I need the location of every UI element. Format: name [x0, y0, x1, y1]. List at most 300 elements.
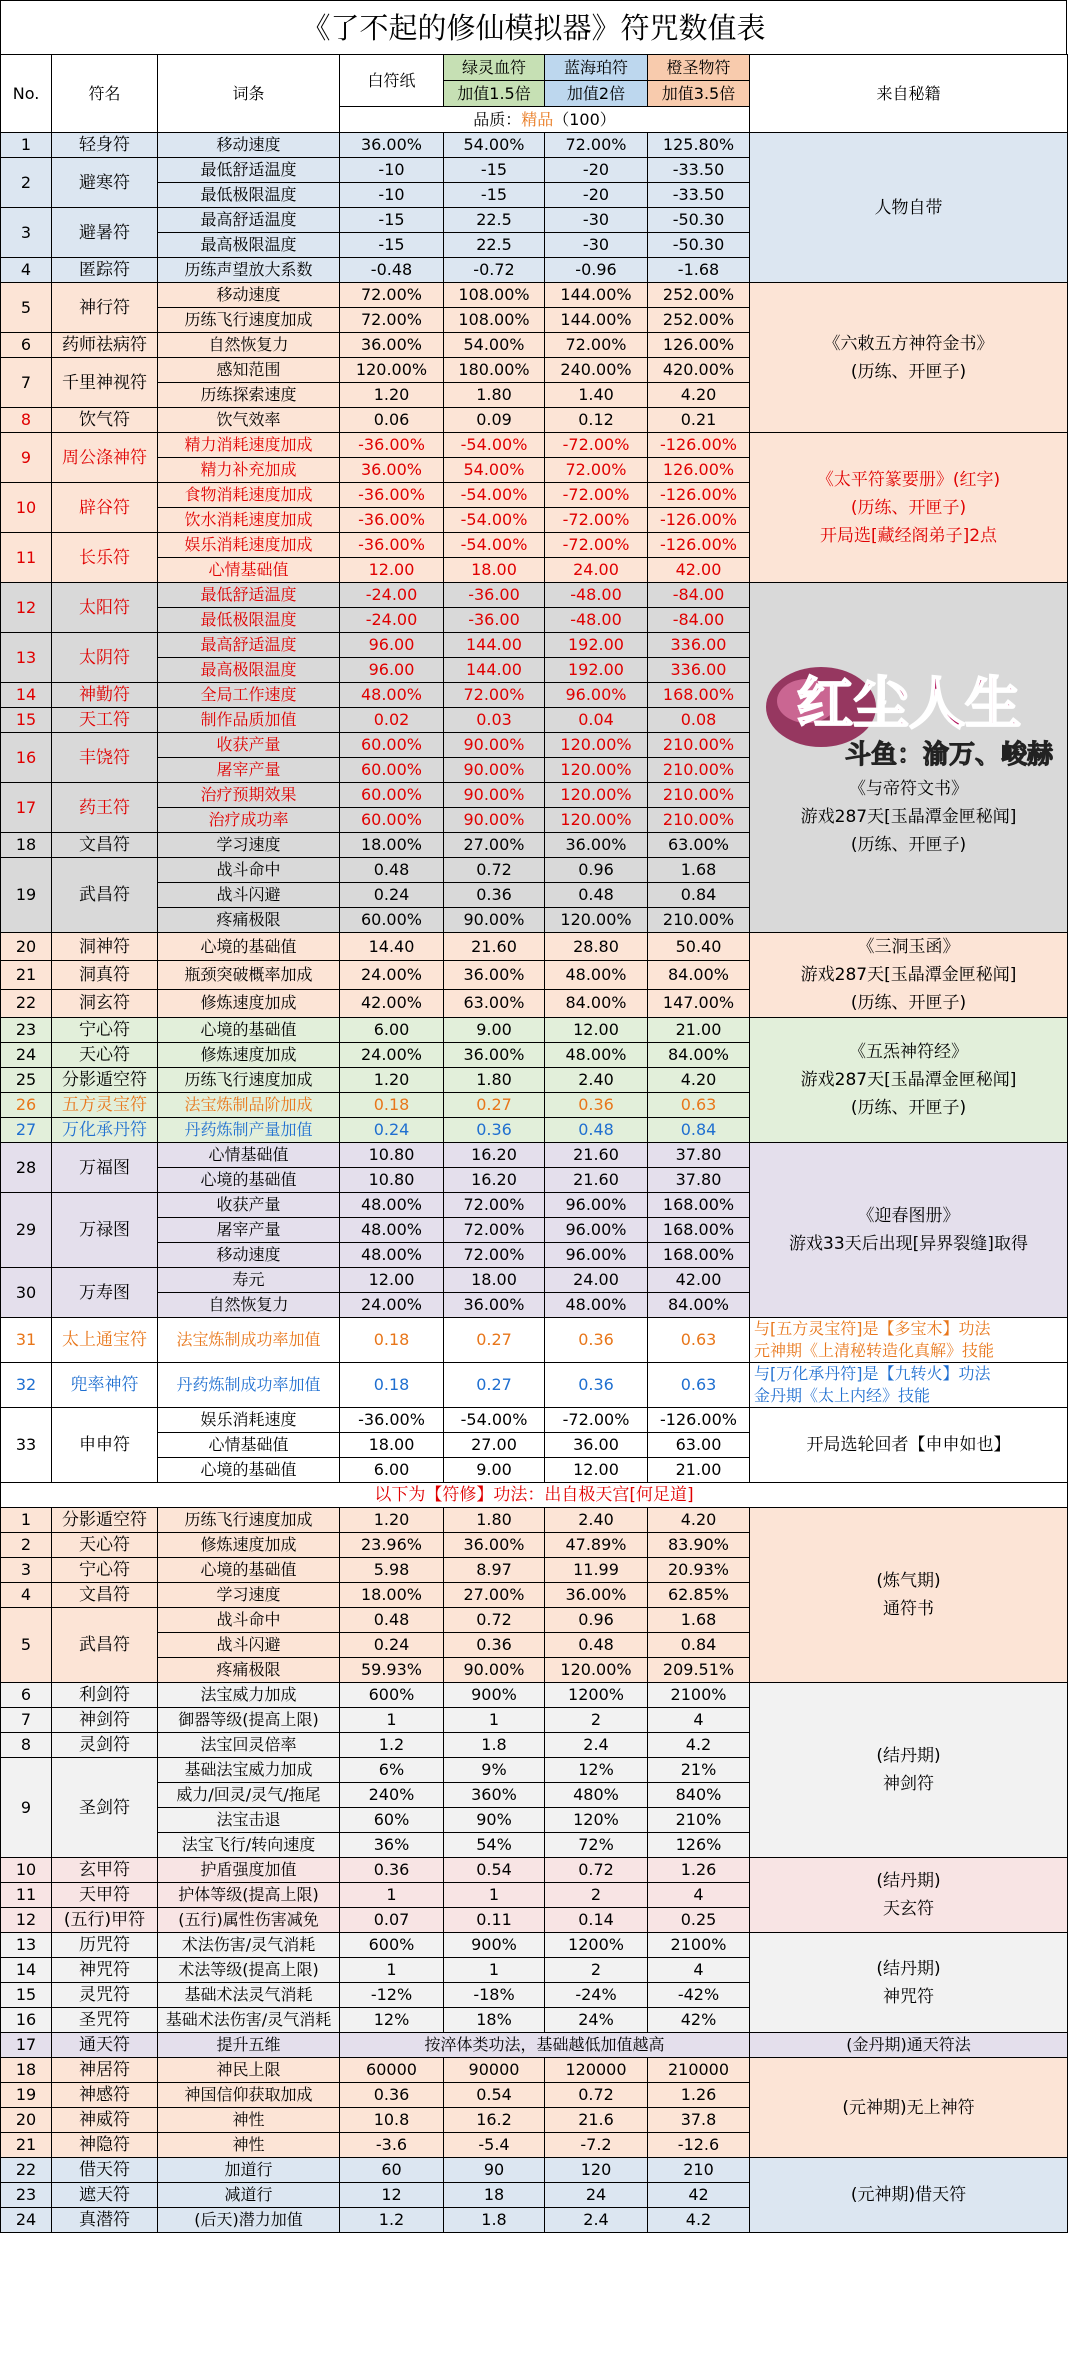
entry-value: 120.00%	[545, 733, 648, 758]
entry-label: 饮气效率	[158, 408, 340, 433]
entry-value: 42	[648, 2183, 750, 2208]
source-cell	[750, 1508, 1068, 1683]
entry-value: 1.8	[444, 2208, 545, 2233]
entry-value: 96.00%	[545, 683, 648, 708]
row-number: 21	[1, 2133, 52, 2158]
entry-value: 90.00%	[444, 908, 545, 933]
entry-value: -36.00%	[340, 483, 444, 508]
entry-label: 治疗成功率	[158, 808, 340, 833]
entry-value: 48.00%	[340, 1193, 444, 1218]
row-number: 16	[1, 733, 52, 783]
entry-value: 0.27	[444, 1093, 545, 1118]
source-cell	[750, 133, 1068, 283]
entry-label: 历练飞行速度加成	[158, 308, 340, 333]
entry-value: -72.00%	[545, 533, 648, 558]
source-line: 《迎春图册》	[857, 1206, 960, 1226]
header-no: No.	[1, 55, 52, 133]
talisman-name: 灵剑符	[52, 1733, 158, 1758]
entry-value: 0.36	[545, 1363, 648, 1408]
table-row	[1, 583, 1068, 608]
talisman-name: 五方灵宝符	[52, 1093, 158, 1118]
entry-label: 修炼速度加成	[158, 1043, 340, 1068]
entry-value: -5.4	[444, 2133, 545, 2158]
table-row	[1, 2058, 1068, 2083]
entry-value: 22.5	[444, 233, 545, 258]
entry-value: 120.00%	[545, 808, 648, 833]
row-number: 13	[1, 1933, 52, 1958]
entry-label: 移动速度	[158, 1243, 340, 1268]
talisman-name: 万化承丹符	[52, 1118, 158, 1143]
entry-value: 1.68	[648, 1608, 750, 1633]
entry-label: 历练探索速度	[158, 383, 340, 408]
entry-value: 12.00	[340, 1268, 444, 1293]
talisman-name: 饮气符	[52, 408, 158, 433]
row-number: 17	[1, 2033, 52, 2058]
entry-value: 126.00%	[648, 333, 750, 358]
row-number: 9	[1, 1758, 52, 1858]
entry-value: 42.00	[648, 558, 750, 583]
entry-value: 28.80	[545, 933, 648, 961]
row-number: 6	[1, 1683, 52, 1708]
entry-value: 60.00%	[340, 758, 444, 783]
entry-label: 心情基础值	[158, 1433, 340, 1458]
header-orange-mult: 加值3.5倍	[648, 81, 750, 107]
entry-label: 自然恢复力	[158, 1293, 340, 1318]
entry-value: -72.00%	[545, 508, 648, 533]
entry-label: 提升五维	[158, 2033, 340, 2058]
entry-value: 144.00%	[545, 308, 648, 333]
source-cell	[750, 1143, 1068, 1318]
entry-label: 神性	[158, 2133, 340, 2158]
entry-label: 神国信仰获取加成	[158, 2083, 340, 2108]
entry-label: 战斗闪避	[158, 1633, 340, 1658]
entry-value: 36.00	[545, 1433, 648, 1458]
header-green-mult: 加值1.5倍	[444, 81, 545, 107]
entry-value: -54.00%	[444, 483, 545, 508]
entry-value: -42%	[648, 1983, 750, 2008]
entry-value: 0.36	[444, 883, 545, 908]
entry-value: 1.68	[648, 858, 750, 883]
entry-label: 历练声望放大系数	[158, 258, 340, 283]
entry-label: 学习速度	[158, 833, 340, 858]
entry-value: 0.63	[648, 1363, 750, 1408]
entry-value: 144.00	[444, 633, 545, 658]
source-line: (历练、开匣子)	[850, 497, 967, 518]
entry-value: 60.00%	[340, 783, 444, 808]
entry-value: 252.00%	[648, 283, 750, 308]
entry-value: 0.84	[648, 1118, 750, 1143]
entry-value: 0.48	[340, 1608, 444, 1633]
talisman-name: 太上通宝符	[52, 1318, 158, 1363]
quality-word: 精品	[521, 109, 554, 129]
entry-value: 0.48	[545, 883, 648, 908]
entry-value: 63.00%	[444, 989, 545, 1017]
row-number: 15	[1, 708, 52, 733]
entry-value: -54.00%	[444, 433, 545, 458]
entry-value: 210.00%	[648, 808, 750, 833]
talisman-name: 万福图	[52, 1143, 158, 1193]
entry-label: 加道行	[158, 2158, 340, 2183]
entry-value: 36.00%	[340, 133, 444, 158]
entry-value: 18.00%	[340, 833, 444, 858]
entry-value: 4.20	[648, 1508, 750, 1533]
entry-value: 0.04	[545, 708, 648, 733]
entry-value: 2	[545, 1708, 648, 1733]
entry-value: 0.63	[648, 1318, 750, 1363]
row-number: 33	[1, 1408, 52, 1483]
talisman-name: 洞玄符	[52, 989, 158, 1017]
entry-value: -24.00	[340, 583, 444, 608]
entry-value: -15	[340, 233, 444, 258]
talisman-name: 宁心符	[52, 1018, 158, 1043]
entry-value: 420.00%	[648, 358, 750, 383]
talisman-name: 真潜符	[52, 2208, 158, 2233]
entry-value: 0.14	[545, 1908, 648, 1933]
entry-value: 192.00	[545, 633, 648, 658]
entry-value: 11.99	[545, 1558, 648, 1583]
source-line: 神剑符	[883, 1774, 934, 1794]
header-orange: 橙圣物符	[648, 55, 750, 81]
entry-label: 法宝飞行/转向速度	[158, 1833, 340, 1858]
talisman-name: 借天符	[52, 2158, 158, 2183]
entry-value: -72.00%	[545, 1408, 648, 1433]
entry-value: 21.00	[648, 1458, 750, 1483]
entry-value: 600%	[340, 1933, 444, 1958]
entry-value: 21.6	[545, 2108, 648, 2133]
entry-label: 丹药炼制产量加值	[158, 1118, 340, 1143]
entry-value: 1.80	[444, 1508, 545, 1533]
source-cell	[750, 433, 1068, 583]
entry-value: 96.00%	[545, 1193, 648, 1218]
entry-value: 168.00%	[648, 683, 750, 708]
entry-value: -126.00%	[648, 433, 750, 458]
row-number: 6	[1, 333, 52, 358]
entry-value: 0.84	[648, 883, 750, 908]
entry-value: 10.80	[340, 1168, 444, 1193]
entry-label: 自然恢复力	[158, 333, 340, 358]
entry-value: 96.00	[340, 658, 444, 683]
talisman-name: 圣咒符	[52, 2008, 158, 2033]
entry-value: 4	[648, 1708, 750, 1733]
row-number: 12	[1, 583, 52, 633]
talisman-name: 神勤符	[52, 683, 158, 708]
source-cell	[750, 1408, 1068, 1483]
entry-value: 5.98	[340, 1558, 444, 1583]
row-number: 25	[1, 1068, 52, 1093]
source-cell	[750, 1933, 1068, 2033]
quality-suffix: （100）	[553, 109, 616, 129]
entry-value: -20	[545, 183, 648, 208]
entry-value: 0.06	[340, 408, 444, 433]
source-line: 开局选[藏经阁弟子]2点	[819, 525, 998, 546]
table-row	[1, 2033, 1068, 2058]
entry-value: -18%	[444, 1983, 545, 2008]
entry-value: 21.60	[545, 1168, 648, 1193]
source-cell	[750, 583, 1068, 933]
entry-value: 90.00%	[444, 783, 545, 808]
entry-label: 最高极限温度	[158, 233, 340, 258]
source-line: 开局选轮回者【申申如也】	[806, 1435, 1011, 1455]
entry-value: -36.00%	[340, 508, 444, 533]
table-row	[1, 1408, 1068, 1433]
entry-value: 4.2	[648, 1733, 750, 1758]
entry-value: -72.00%	[545, 433, 648, 458]
row-number: 24	[1, 2208, 52, 2233]
entry-value: 240.00%	[545, 358, 648, 383]
entry-value: -7.2	[545, 2133, 648, 2158]
entry-value: 6%	[340, 1758, 444, 1783]
entry-value: 120	[545, 2158, 648, 2183]
entry-value: -30	[545, 233, 648, 258]
entry-value: -36.00%	[340, 433, 444, 458]
entry-value: 54%	[444, 1833, 545, 1858]
entry-label: (后天)潜力加值	[158, 2208, 340, 2233]
entry-label: 历练飞行速度加成	[158, 1508, 340, 1533]
entry-value: 90000	[444, 2058, 545, 2083]
entry-value: 60.00%	[340, 733, 444, 758]
entry-label: 心情基础值	[158, 558, 340, 583]
source-line: 与[五方灵宝符]是【多宝木】功法	[754, 1319, 991, 1338]
entry-value: 2100%	[648, 1683, 750, 1708]
source-line: (结丹期)	[876, 1871, 941, 1891]
source-cell	[750, 1018, 1068, 1143]
entry-value: 90.00%	[444, 808, 545, 833]
entry-value: 90.00%	[444, 1658, 545, 1683]
entry-value: -126.00%	[648, 1408, 750, 1433]
entry-value: 0.36	[340, 1858, 444, 1883]
entry-value: 12.00	[545, 1458, 648, 1483]
entry-value: 90%	[444, 1808, 545, 1833]
entry-value: 0.24	[340, 1118, 444, 1143]
entry-label: 历练飞行速度加成	[158, 1068, 340, 1093]
sheet-title: 《了不起的修仙模拟器》符咒数值表	[0, 0, 1067, 54]
entry-label: 饮水消耗速度加成	[158, 508, 340, 533]
row-number: 27	[1, 1118, 52, 1143]
row-number: 5	[1, 1608, 52, 1683]
entry-value: 10.8	[340, 2108, 444, 2133]
talisman-name: 遮天符	[52, 2183, 158, 2208]
source-line: 《三洞玉函》	[857, 937, 960, 957]
source-line: (历练、开匣子)	[850, 993, 967, 1013]
talisman-name: 神剑符	[52, 1708, 158, 1733]
entry-value: -20	[545, 158, 648, 183]
talisman-name: 分影遁空符	[52, 1068, 158, 1093]
entry-value: 0.36	[444, 1633, 545, 1658]
talisman-name: 洞真符	[52, 961, 158, 989]
entry-value: -84.00	[648, 608, 750, 633]
entry-value: 2	[545, 1883, 648, 1908]
entry-value: 50.40	[648, 933, 750, 961]
row-number: 4	[1, 258, 52, 283]
entry-value: 840%	[648, 1783, 750, 1808]
talisman-name: 长乐符	[52, 533, 158, 583]
row-number: 11	[1, 1883, 52, 1908]
talisman-name: 天工符	[52, 708, 158, 733]
talisman-name: 天心符	[52, 1043, 158, 1068]
entry-value: 48.00%	[545, 961, 648, 989]
entry-value: 126.00%	[648, 458, 750, 483]
talisman-name: 神行符	[52, 283, 158, 333]
row-number: 16	[1, 2008, 52, 2033]
entry-value: 120%	[545, 1808, 648, 1833]
entry-label: 寿元	[158, 1268, 340, 1293]
source-cell	[750, 1858, 1068, 1933]
entry-value: -50.30	[648, 208, 750, 233]
entry-value: 0.54	[444, 2083, 545, 2108]
entry-value: 72.00%	[444, 683, 545, 708]
entry-label: 最低极限温度	[158, 183, 340, 208]
header-blue: 蓝海珀符	[545, 55, 648, 81]
entry-label: 治疗预期效果	[158, 783, 340, 808]
entry-value: 54.00%	[444, 133, 545, 158]
entry-value: 4.2	[648, 2208, 750, 2233]
source-line: 神咒符	[883, 1986, 934, 2007]
row-number: 14	[1, 1958, 52, 1983]
entry-value: 21.60	[444, 933, 545, 961]
talisman-name: 神威符	[52, 2108, 158, 2133]
section-divider: 以下为【符修】功法：出自极天宫[何足道]	[1, 1483, 1068, 1508]
source-line: (元神期)无上神符	[842, 2097, 975, 2118]
row-number: 2	[1, 1533, 52, 1558]
source-line: 天玄符	[883, 1899, 934, 1919]
talisman-name: 洞神符	[52, 933, 158, 961]
entry-value: -12%	[340, 1983, 444, 2008]
entry-value: -126.00%	[648, 508, 750, 533]
entry-value: 84.00%	[545, 989, 648, 1017]
entry-value: 48.00%	[340, 1218, 444, 1243]
row-number: 32	[1, 1363, 52, 1408]
entry-value: 54.00%	[444, 333, 545, 358]
source-line: 游戏287天[玉晶潭金匣秘闻]	[800, 1070, 1017, 1090]
entry-value: 12.00	[545, 1018, 648, 1043]
talisman-name: 天甲符	[52, 1883, 158, 1908]
entry-value: 63.00%	[648, 833, 750, 858]
talisman-name: 天心符	[52, 1533, 158, 1558]
entry-label: (五行)属性伤害减免	[158, 1908, 340, 1933]
entry-label: 心境的基础值	[158, 1458, 340, 1483]
entry-value: 0.07	[340, 1908, 444, 1933]
entry-value: -126.00%	[648, 483, 750, 508]
entry-value: 252.00%	[648, 308, 750, 333]
entry-value: 125.80%	[648, 133, 750, 158]
header-name: 符名	[52, 55, 158, 133]
source-line: 元神期《上清秘转造化真解》技能	[754, 1341, 995, 1360]
row-number: 29	[1, 1193, 52, 1268]
row-number: 30	[1, 1268, 52, 1318]
entry-value: 108.00%	[444, 283, 545, 308]
entry-value: 4.20	[648, 1068, 750, 1093]
entry-value: 96.00%	[545, 1243, 648, 1268]
entry-value: 0.11	[444, 1908, 545, 1933]
entry-value: 144.00%	[545, 283, 648, 308]
entry-value: 36.00%	[444, 1293, 545, 1318]
entry-label: 基础术法灵气消耗	[158, 1983, 340, 2008]
entry-value: -30	[545, 208, 648, 233]
entry-value: 168.00%	[648, 1218, 750, 1243]
row-number: 8	[1, 1733, 52, 1758]
row-number: 21	[1, 961, 52, 989]
entry-value: -33.50	[648, 183, 750, 208]
entry-value: 210	[648, 2158, 750, 2183]
table-row	[1, 1318, 1068, 1363]
entry-value: -12.6	[648, 2133, 750, 2158]
entry-value: 0.18	[340, 1363, 444, 1408]
entry-value: 2.40	[545, 1068, 648, 1093]
row-number: 14	[1, 683, 52, 708]
entry-value: 24%	[545, 2008, 648, 2033]
entry-value: 24.00%	[340, 1293, 444, 1318]
entry-value: 60.00%	[340, 908, 444, 933]
entry-value: 12%	[340, 2008, 444, 2033]
entry-value: 900%	[444, 1683, 545, 1708]
entry-value: 9.00	[444, 1018, 545, 1043]
entry-label: 神性	[158, 2108, 340, 2133]
entry-label: 修炼速度加成	[158, 989, 340, 1017]
entry-value: 18.00	[340, 1433, 444, 1458]
source-line: (历练、开匣子)	[850, 361, 967, 382]
entry-label: 疼痛极限	[158, 1658, 340, 1683]
entry-value: 84.00%	[648, 1043, 750, 1068]
entry-value: 168.00%	[648, 1243, 750, 1268]
entry-label: 法宝炼制成功率加值	[158, 1318, 340, 1363]
entry-value: 90.00%	[444, 733, 545, 758]
entry-value: 23.96%	[340, 1533, 444, 1558]
entry-value: 120000	[545, 2058, 648, 2083]
entry-value: 24.00%	[340, 961, 444, 989]
entry-label: 精力补充加成	[158, 458, 340, 483]
entry-value: 0.63	[648, 1093, 750, 1118]
entry-value: 108.00%	[444, 308, 545, 333]
entry-value: 60%	[340, 1808, 444, 1833]
entry-value: 1.26	[648, 1858, 750, 1883]
entry-value: 12%	[545, 1758, 648, 1783]
entry-value: 180.00%	[444, 358, 545, 383]
table-row	[1, 283, 1068, 308]
entry-value: 42.00%	[340, 989, 444, 1017]
entry-value: 192.00	[545, 658, 648, 683]
entry-value: 63.00	[648, 1433, 750, 1458]
talisman-name: 周公涤神符	[52, 433, 158, 483]
entry-value: -72.00%	[545, 483, 648, 508]
entry-label: 娱乐消耗速度加成	[158, 533, 340, 558]
entry-value: 0.96	[545, 1608, 648, 1633]
entry-label: 娱乐消耗速度	[158, 1408, 340, 1433]
entry-value: 210.00%	[648, 908, 750, 933]
entry-value: 60.00%	[340, 808, 444, 833]
entry-label: 最低极限温度	[158, 608, 340, 633]
entry-value: 37.80	[648, 1143, 750, 1168]
entry-value: 42.00	[648, 1268, 750, 1293]
talisman-name: 历咒符	[52, 1933, 158, 1958]
entry-value: 0.72	[444, 1608, 545, 1633]
entry-value: 36.00%	[340, 458, 444, 483]
source-line: (结丹期)	[876, 1958, 941, 1979]
entry-label: 瓶颈突破概率加成	[158, 961, 340, 989]
row-number: 17	[1, 783, 52, 833]
entry-label: 基础术法伤害/灵气消耗	[158, 2008, 340, 2033]
talisman-name: 文昌符	[52, 833, 158, 858]
entry-value: 1.80	[444, 1068, 545, 1093]
entry-value: 0.72	[444, 858, 545, 883]
entry-value: 1.20	[340, 1508, 444, 1533]
entry-value: -3.6	[340, 2133, 444, 2158]
source-cell	[750, 933, 1068, 1018]
talisman-name: 神感符	[52, 2083, 158, 2108]
entry-label: 修炼速度加成	[158, 1533, 340, 1558]
entry-value: 0.54	[444, 1858, 545, 1883]
talisman-name: 圣剑符	[52, 1758, 158, 1858]
quality-prefix: 品质：	[473, 109, 522, 129]
